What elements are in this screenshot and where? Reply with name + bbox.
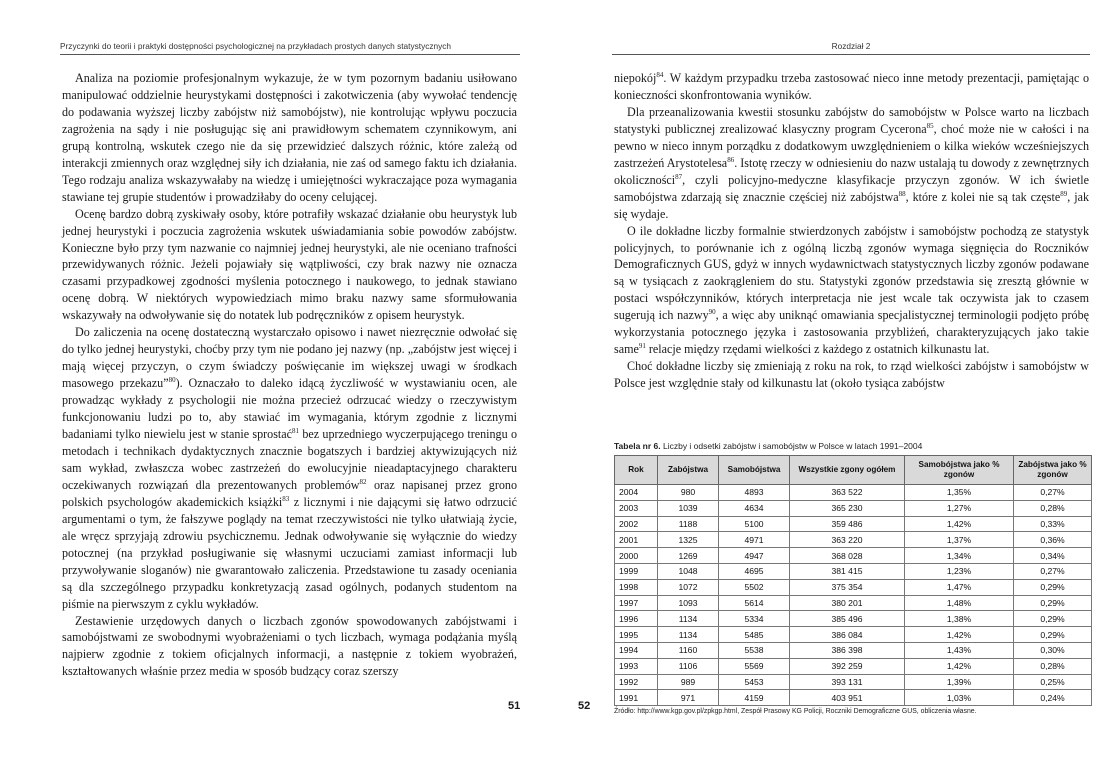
cell-suicide-pct: 1,42% (905, 516, 1014, 532)
cell-homicide-pct: 0,28% (1014, 500, 1092, 516)
column-header-suicide-pct: Samobójstwa jako % zgonów (905, 456, 1014, 485)
cell-suicides: 5614 (719, 595, 790, 611)
table-row (615, 595, 1092, 611)
cell-suicide-pct: 1,39% (905, 674, 1014, 690)
cell-homicide-pct: 0,27% (1014, 485, 1092, 501)
cell-suicides: 5538 (719, 642, 790, 658)
cell-year: 1993 (615, 658, 658, 674)
table-row (615, 658, 1092, 674)
cell-total-deaths: 365 230 (790, 500, 905, 516)
footnote-ref[interactable]: 82 (359, 477, 367, 486)
column-header-year: Rok (615, 456, 658, 485)
cell-suicides: 5334 (719, 611, 790, 627)
table-row (615, 563, 1092, 579)
cell-homicide-pct: 0,33% (1014, 516, 1092, 532)
table-row (615, 516, 1092, 532)
footnote-ref[interactable]: 86 (727, 155, 735, 164)
table-caption (614, 441, 1084, 451)
footnote-ref[interactable]: 81 (292, 427, 300, 436)
cell-suicides: 5100 (719, 516, 790, 532)
running-header-right: Rozdział 2 (612, 40, 1090, 55)
cell-homicides: 1072 (658, 579, 719, 595)
cell-homicides: 1160 (658, 642, 719, 658)
cell-total-deaths: 386 398 (790, 642, 905, 658)
cell-total-deaths: 392 259 (790, 658, 905, 674)
cell-suicides: 4971 (719, 532, 790, 548)
cell-suicide-pct: 1,03% (905, 690, 1014, 706)
cell-homicide-pct: 0,30% (1014, 642, 1092, 658)
table-row (615, 548, 1092, 564)
cell-suicide-pct: 1,23% (905, 563, 1014, 579)
cell-homicides: 1039 (658, 500, 719, 516)
cell-homicide-pct: 0,24% (1014, 690, 1092, 706)
table-row (615, 500, 1092, 516)
table-row (615, 690, 1092, 706)
cell-suicides: 4634 (719, 500, 790, 516)
cell-year: 2001 (615, 532, 658, 548)
cell-suicide-pct: 1,27% (905, 500, 1014, 516)
paragraph: Ocenę bardzo dobrą zyskiwały osoby, które potrafiły wskazać działanie obu heurystyk lub jednej heurystyki i poczucia zagrożenia wskutek uświadamiania sobie powodów zabójstw. Konieczne było przy tym nazwanie co najmniej jednej heurystyki, ale nie oceniano trafności przewidywanych różnic. Jeżeli pojawiały się wątpliwości, czy brak nazwy nie oznacza czasami przypadkowej zgodności myślenia potocznego i naukowego, to jednak stawiano ocenę dobrą. W niektórych wypowiedziach mimo braku nazwy same sformułowania wskazywały na odwoływanie się do notatek lub podręczników z opisem heurystyk. (62, 206, 517, 323)
column-header-homicide-pct: Zabójstwa jako % zgonów (1014, 456, 1092, 485)
cell-total-deaths: 359 486 (790, 516, 905, 532)
table-header-row (615, 456, 1092, 485)
footnote-ref[interactable]: 89 (1060, 189, 1068, 198)
cell-suicide-pct: 1,42% (905, 658, 1014, 674)
cell-suicide-pct: 1,47% (905, 579, 1014, 595)
cell-suicides: 5502 (719, 579, 790, 595)
cell-homicide-pct: 0,28% (1014, 658, 1092, 674)
cell-suicide-pct: 1,35% (905, 485, 1014, 501)
cell-total-deaths: 363 522 (790, 485, 905, 501)
table-row (615, 611, 1092, 627)
cell-year: 1991 (615, 690, 658, 706)
column-header-suicides: Samobójstwa (719, 456, 790, 485)
cell-homicide-pct: 0,27% (1014, 563, 1092, 579)
cell-homicides: 1106 (658, 658, 719, 674)
page-number-left: 51 (508, 700, 521, 712)
cell-total-deaths: 385 496 (790, 611, 905, 627)
column-header-homicides: Zabójstwa (658, 456, 719, 485)
cell-year: 2002 (615, 516, 658, 532)
left-body-text (62, 70, 517, 680)
cell-homicide-pct: 0,29% (1014, 611, 1092, 627)
cell-homicides: 989 (658, 674, 719, 690)
table-row (615, 485, 1092, 501)
table-row (615, 532, 1092, 548)
cell-year: 2003 (615, 500, 658, 516)
cell-homicide-pct: 0,34% (1014, 548, 1092, 564)
cell-homicides: 971 (658, 690, 719, 706)
paragraph: niepokój$^{84}$. W każdym przypadku trzeba zastosować nieco inne metody prezentacji, pamiętając o konieczności skonfrontowania wyników. (614, 71, 1089, 102)
cell-year: 1997 (615, 595, 658, 611)
cell-homicide-pct: 0,29% (1014, 579, 1092, 595)
right-page (550, 0, 1100, 783)
cell-year: 1996 (615, 611, 658, 627)
cell-year: 2004 (615, 485, 658, 501)
table-row (615, 627, 1092, 643)
cell-total-deaths: 363 220 (790, 532, 905, 548)
footnote-ref[interactable]: 90 (708, 308, 716, 317)
cell-suicide-pct: 1,48% (905, 595, 1014, 611)
cell-suicide-pct: 1,38% (905, 611, 1014, 627)
cell-homicide-pct: 0,29% (1014, 595, 1092, 611)
cell-homicides: 980 (658, 485, 719, 501)
cell-suicide-pct: 1,43% (905, 642, 1014, 658)
cell-suicides: 4159 (719, 690, 790, 706)
cell-homicides: 1269 (658, 548, 719, 564)
footnote-ref[interactable]: 80 (168, 376, 176, 385)
cell-total-deaths: 368 028 (790, 548, 905, 564)
statistics-table (614, 455, 1092, 706)
cell-homicides: 1188 (658, 516, 719, 532)
cell-homicide-pct: 0,25% (1014, 674, 1092, 690)
cell-suicides: 5485 (719, 627, 790, 643)
page-number-right: 52 (578, 700, 591, 712)
cell-homicides: 1048 (658, 563, 719, 579)
cell-total-deaths: 393 131 (790, 674, 905, 690)
footnote-ref[interactable]: 85 (926, 121, 934, 130)
cell-year: 1994 (615, 642, 658, 658)
cell-suicides: 4893 (719, 485, 790, 501)
paragraph: Choć dokładne liczby się zmieniają z roku na rok, to rząd wielkości zabójstw i samobójstw w Polsce jest względnie stały od kilkunastu lat (około tysiąca zabójstw (614, 359, 1089, 391)
table-caption-text: Liczby i odsetki zabójstw i samobójstw w Polsce w latach 1991–2004 (660, 441, 923, 451)
footnote-ref[interactable]: 83 (282, 494, 290, 503)
cell-year: 1995 (615, 627, 658, 643)
cell-total-deaths: 380 201 (790, 595, 905, 611)
cell-suicides: 5453 (719, 674, 790, 690)
cell-suicide-pct: 1,34% (905, 548, 1014, 564)
paragraph: O ile dokładne liczby formalnie stwierdzonych zabójstw i samobójstw pochodzą ze statystyk policyjnych, to porównanie ich z ogólną liczbą zgonów wymaga sięgnięcia do Roczników Demograficznych GUS, gdyż w innych wydawnictwach statystycznych liczby zgonów podawane są w tysiącach z zaokrągleniem do stu. Statystyki zgonów przedstawia się zresztą głównie w postaci współczynników, których interpretacja nie jest wcale tak oczywista jak to czasem sugerują ich nazwy$^{90}$, a więc aby uniknąć omawiania specjalistycznej terminologii podjęto próbę wykorzystania potocznego języka i zastosowania przybliżeń, charakteryzujących jako takie same$^{91}$ relacje między rzędami wielkości z każdego z ostatnich kilkunastu lat. (614, 223, 1089, 357)
table-row (615, 642, 1092, 658)
cell-year: 1992 (615, 674, 658, 690)
cell-total-deaths: 403 951 (790, 690, 905, 706)
cell-homicide-pct: 0,36% (1014, 532, 1092, 548)
cell-homicides: 1325 (658, 532, 719, 548)
paragraph: Dla przeanalizowania kwestii stosunku zabójstw do samobójstw w Polsce warto na liczbach statystyki publicznej zrealizować klasyczny program Cycerona$^{85}$, choć może nie w całości i na pewno w nieco innym porządku z dodatkowym uwzględnieniem o kilka wieków wcześniejszych zastrzeżeń Arystotelesa$^{86}$. Istotę rzeczy w odniesieniu do nazw ustalają tu dowody z zewnętrznych okoliczności$^{87}$, czyli policyjno-medyczne klasyfikacje przyczyn zgonów. W ich świetle samobójstwa zdarzają się znacznie częściej niż zabójstwa$^{88}$, które z kolei nie są tak częste$^{89}$, jak się wydaje. (614, 104, 1090, 221)
paragraph: Do zaliczenia na ocenę dostateczną wystarczało opisowo i nawet niezręcznie odwołać się do tylko jednej heurystyki, choćby przy tym nie podano jej nazwy (np. „zabójstw jest więcej i mają więcej przyczyn, o czym świadczy poświęcanie im większej uwagi w środkach masowego przekazu”$^{80}$). Oznaczało to daleko idącą życzliwość w wystawianiu ocen, ale prowadząc wykłady z psychologii nie można przecież odrzucać wiedzy o rzeczywistym funkcjonowaniu ludzi po to, aby stawiać im wymagania, którym zgodnie z licznymi badaniami tylko niewielu jest w stanie sprostać$^{81}$ bez uprzedniego wyczerpującego treningu o metodach i technikach dydaktycznych znacznie bogatszych i bardziej aktywizujących niż sam wykład, zwłaszcza wobec zastrzeżeń do ewolucyjnie nieadaptacyjnego charakteru oczekiwanych rozwiązań dla prezentowanych problemów$^{82}$ oraz napisanej przez grono polskich psychologów akademickich książki$^{83}$ z licznymi i nie dającymi się łatwo odrzucić argumentami o tym, że fałszywe poglądy na temat rzeczywistości nie tylko ułatwiają życie, ale wręcz sprzyjają zdrowiu psychicznemu. Jednak odwoływanie się wyłącznie do wiedzy potocznej (na przykład posługiwanie się własnymi uczuciami zamiast informacji lub przywoływanie sloganów) nie gwarantowało zaliczenia. Przedstawione tu zasady oceniania są dla szczególnego przypadku konkretyzacją zasad ogólnych, podanych studentom na piśmie na pierwszym z cyklu wykładów. (62, 325, 518, 611)
cell-total-deaths: 381 415 (790, 563, 905, 579)
table-row (615, 674, 1092, 690)
cell-year: 1998 (615, 579, 658, 595)
cell-homicide-pct: 0,29% (1014, 627, 1092, 643)
table-caption-label: Tabela nr 6. (614, 441, 661, 451)
footnote-ref[interactable]: 88 (898, 189, 906, 198)
cell-total-deaths: 375 354 (790, 579, 905, 595)
table-body (615, 485, 1092, 706)
cell-total-deaths: 386 084 (790, 627, 905, 643)
cell-suicides: 4947 (719, 548, 790, 564)
cell-year: 2000 (615, 548, 658, 564)
cell-year: 1999 (615, 563, 658, 579)
paragraph: Analiza na poziomie profesjonalnym wykazuje, że w tym pozornym badaniu usiłowano manipulować oddzielnie heurystykami dostępności i zakotwiczenia (aby wywołać tendencję do podawania wyższej liczby zabójstw niż samobójstw), nie kontrolując wpływu poczucia zagrożenia na sądy i nie posługując się ani prawidłowym schematem czynnikowym, ani grupą kontrolną, wskutek czego nie da się przewidzieć dalszych różnic, które zależą od interakcji zmiennych oraz względnej siły ich działania, nie zaś od samego faktu ich działania. Tego rodzaju analiza wskazywałaby na wiedzę i umiejętności wykraczające poza wymagania stawiane tej grupie studentów i prowadziłaby do oceny celującej. (62, 71, 517, 204)
cell-homicides: 1134 (658, 627, 719, 643)
cell-suicides: 4695 (719, 563, 790, 579)
footnote-ref[interactable]: 87 (675, 172, 683, 181)
footnote-ref[interactable]: 91 (638, 342, 646, 351)
table-source-note: Źródło: http://www.kgp.gov.pl/zpkgp.html, Zespół Prasowy KG Policji, Roczniki Demograficzne GUS, obliczenia własne. (614, 708, 977, 715)
cell-suicides: 5569 (719, 658, 790, 674)
cell-suicide-pct: 1,42% (905, 627, 1014, 643)
paragraph: Zestawienie urzędowych danych o liczbach zgonów spowodowanych zabójstwami i samobójstwami ze swobodnymi wyobrażeniami o tych liczbach, wymaga podążania myślą najpierw zgodnie z tokiem oficjalnych informacji, a następnie z tokiem wyobrażeń, kształtowanych właśnie przez media w sposób budzący coraz szerszy (62, 613, 517, 679)
cell-homicides: 1093 (658, 595, 719, 611)
table-row (615, 579, 1092, 595)
cell-suicide-pct: 1,37% (905, 532, 1014, 548)
column-header-total-deaths: Wszystkie zgony ogółem (790, 456, 905, 485)
cell-homicides: 1134 (658, 611, 719, 627)
footnote-ref[interactable]: 84 (656, 71, 664, 79)
running-header-left: Przyczynki do teorii i praktyki dostępności psychologicznej na przykładach prostych danych statystycznych (60, 40, 520, 55)
right-body-text (614, 70, 1089, 392)
